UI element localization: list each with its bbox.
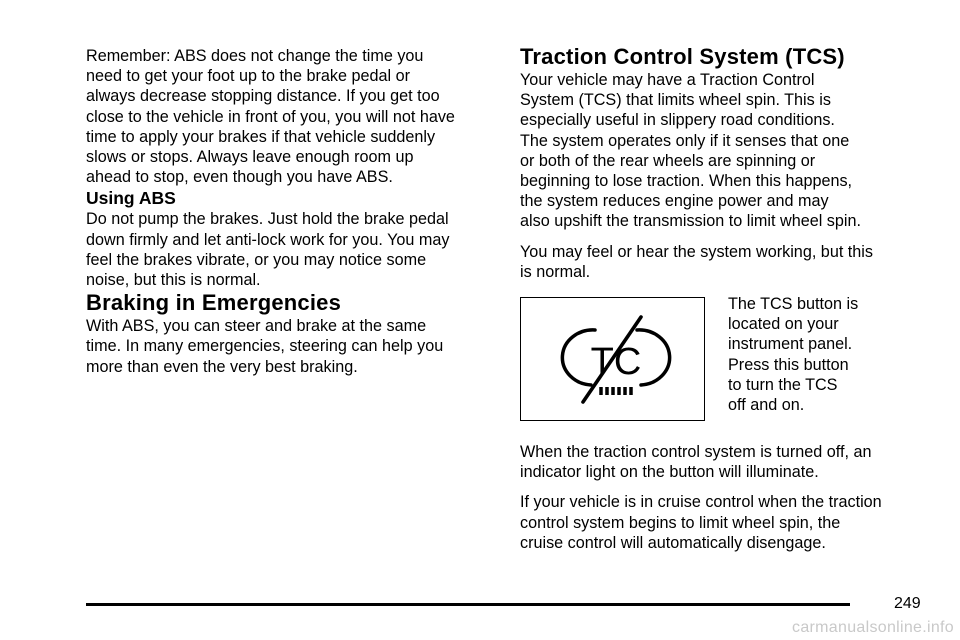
text-line: off and on. xyxy=(728,396,805,415)
text-line: down firmly and let anti-lock work for you. You may xyxy=(86,230,450,249)
tcs-normal-paragraph xyxy=(520,242,935,282)
text-line: indicator light on the button will illuminate. xyxy=(520,463,819,482)
text-line: If your vehicle is in cruise control when the traction xyxy=(520,493,882,512)
tcs-figure-row xyxy=(520,294,935,434)
text-line: also upshift the transmission to limit wheel spin. xyxy=(520,212,861,231)
text-line: Remember: ABS does not change the time you xyxy=(86,47,424,65)
text-line: especially useful in slippery road conditions. xyxy=(520,111,835,130)
text-line: ahead to stop, even though you have ABS. xyxy=(86,168,393,187)
text-line: Press this button xyxy=(728,355,849,374)
text-line: to turn the TCS xyxy=(728,375,838,394)
page-number: 249 xyxy=(894,595,921,612)
braking-emergencies-paragraph xyxy=(86,316,498,377)
text-line: need to get your foot up to the brake pedal or xyxy=(86,67,410,86)
left-column xyxy=(86,46,498,377)
text-line: When the traction control system is turned off, an xyxy=(520,443,872,462)
text-line: feel the brakes vibrate, or you may notice some xyxy=(86,250,427,269)
text-line: more than even the very best braking. xyxy=(86,357,358,376)
tcs-heading: Traction Control System (TCS) xyxy=(520,44,845,69)
text-line: slows or stops. Always leave enough room up xyxy=(86,148,414,167)
watermark: carmanualsonline.info xyxy=(792,619,954,636)
tcs-indicator-paragraph xyxy=(520,442,935,482)
text-line: With ABS, you can steer and brake at the same xyxy=(86,317,427,336)
using-abs-paragraph xyxy=(86,209,498,290)
text-line: The TCS button is xyxy=(728,295,859,314)
text-line: The system operates only if it senses that one xyxy=(520,131,850,150)
tcs-off-icon xyxy=(521,298,703,419)
text-line: or both of the rear wheels are spinning or xyxy=(520,151,816,170)
text-line: You may feel or hear the system working, but this xyxy=(520,242,874,261)
text-line: located on your xyxy=(728,315,839,334)
abs-reminder-paragraph xyxy=(86,46,498,187)
using-abs-heading: Using ABS xyxy=(86,188,176,209)
text-line: time to apply your brakes if that vehicle suddenly xyxy=(86,127,436,146)
text-line: Your vehicle may have a Traction Control xyxy=(520,71,815,89)
tcs-button-figure xyxy=(520,297,705,421)
text-line: control system begins to limit wheel spin, the xyxy=(520,513,841,532)
text-line: is normal. xyxy=(520,262,591,281)
text-line: System (TCS) that limits wheel spin. This is xyxy=(520,91,831,110)
tcs-icon-label: TC xyxy=(590,341,642,384)
text-line: the system reduces engine power and may xyxy=(520,192,829,211)
text-line: Do not pump the brakes. Just hold the brake pedal xyxy=(86,210,449,229)
text-line: time. In many emergencies, steering can help you xyxy=(86,337,444,356)
right-column xyxy=(520,44,935,553)
text-line: always decrease stopping distance. If you get too xyxy=(86,87,440,106)
tcs-intro-paragraph xyxy=(520,70,935,232)
text-line: instrument panel. xyxy=(728,335,853,354)
braking-emergencies-heading: Braking in Emergencies xyxy=(86,290,342,316)
tcs-cruise-paragraph xyxy=(520,492,935,553)
footer-rule xyxy=(86,603,850,606)
text-line: noise, but this is normal. xyxy=(86,271,261,290)
tcs-button-note xyxy=(728,294,928,415)
text-line: beginning to lose traction. When this happens, xyxy=(520,172,853,191)
text-line: close to the vehicle in front of you, you will not have xyxy=(86,107,455,126)
text-line: cruise control will automatically disengage. xyxy=(520,533,826,552)
